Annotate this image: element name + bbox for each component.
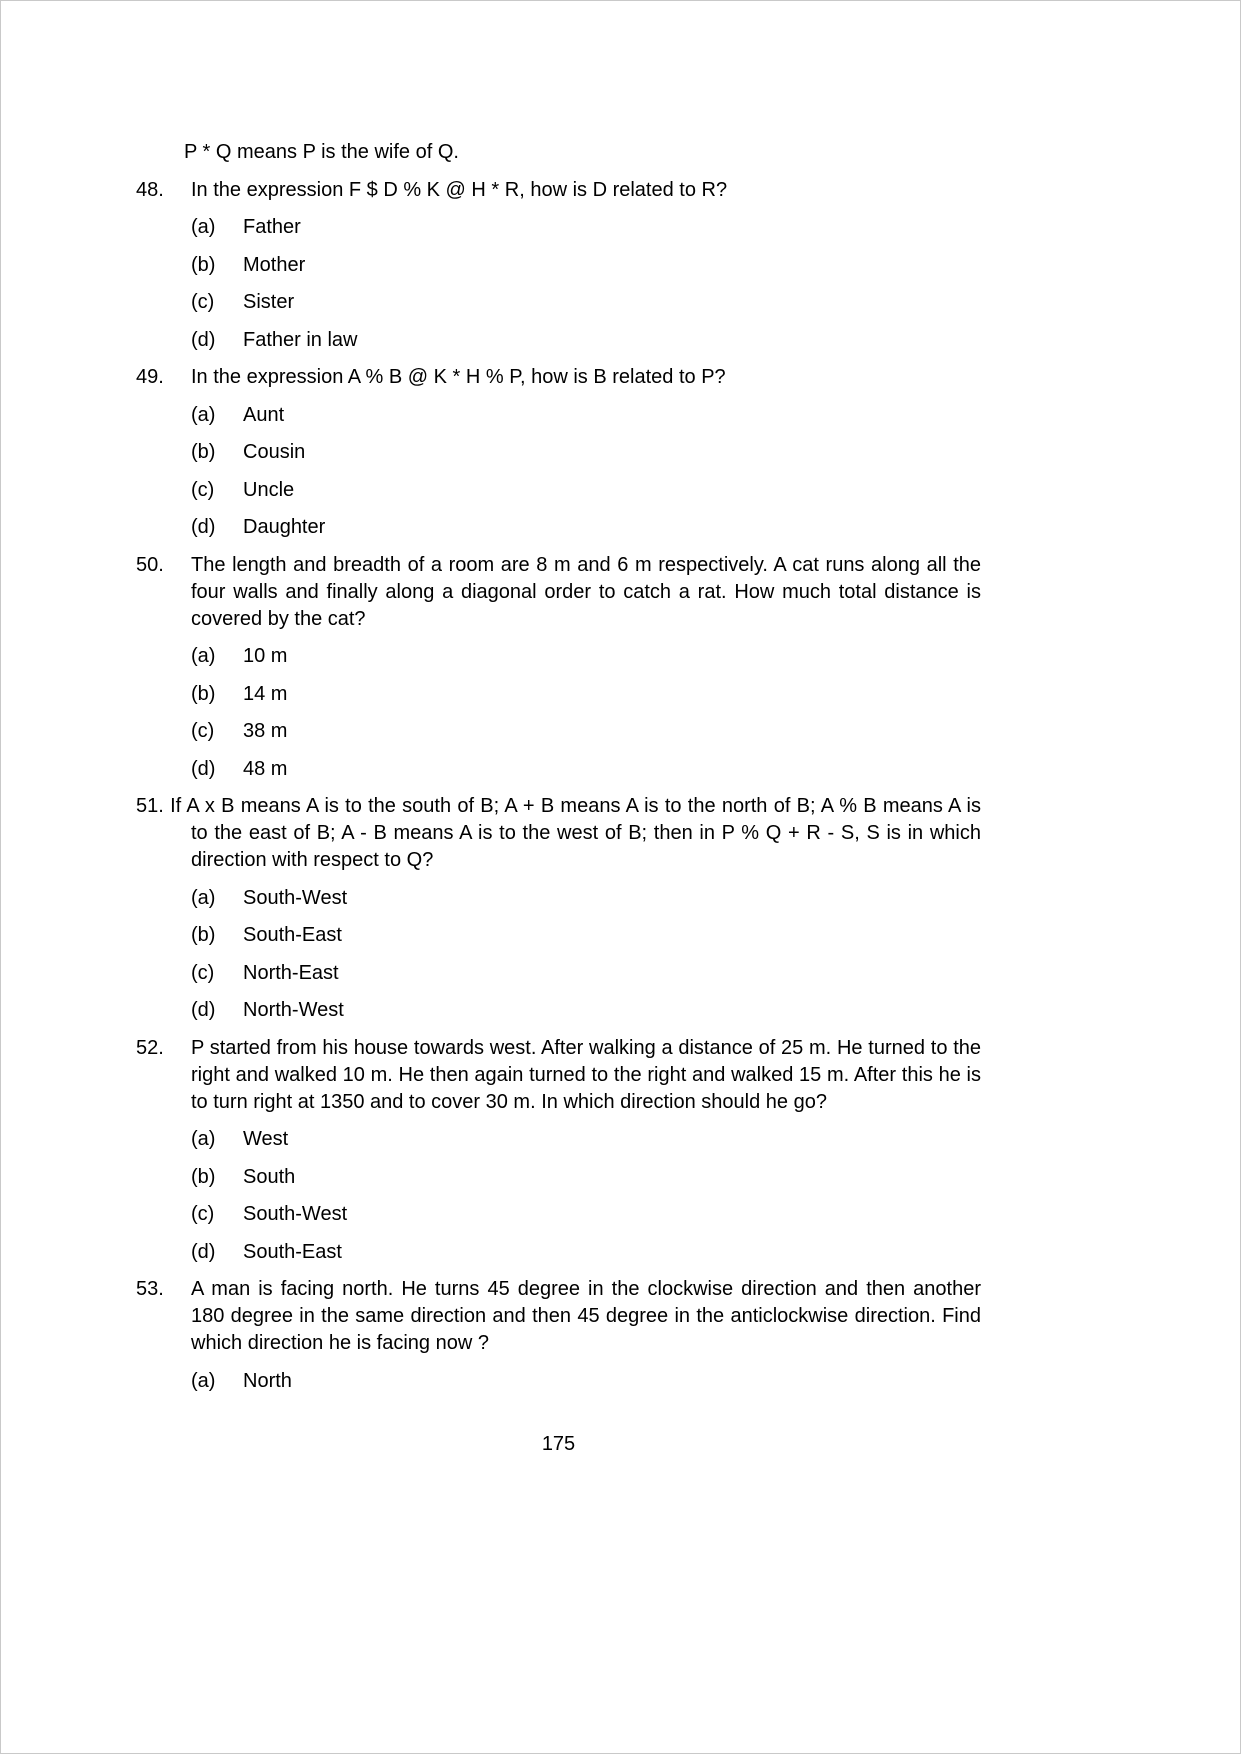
option-label: (b) [191,1165,216,1188]
option-text: Aunt [243,403,285,426]
question-53 [136,1276,981,1395]
option-label: (b) [191,441,216,463]
option-text: South-West [243,886,348,909]
option-text: Cousin [243,441,306,463]
option-text: North-East [243,961,339,984]
option-text: Daughter [243,516,326,538]
option-label: (a) [191,403,216,426]
option [191,643,981,670]
option-text: 38 m [243,720,288,742]
options-list [136,214,981,354]
option-text: South-West [243,1203,348,1225]
option [191,1164,981,1191]
option [191,1126,981,1153]
option [191,885,981,912]
question-number: 52. [136,1036,164,1059]
option [191,252,981,279]
options-list [136,1368,981,1395]
options-list [136,402,981,542]
option [191,439,981,466]
option-label: (c) [191,478,215,501]
option-text: 10 m [243,645,288,667]
option-label: (a) [191,886,216,909]
question-row [136,364,981,391]
question-50 [136,552,981,783]
option [191,1201,981,1228]
options-list [136,1126,981,1266]
option-text: 14 m [243,682,288,705]
question-text: A man is facing north. He turns 45 degree in the clockwise direction and then another 180 degree in the same direction and then 45 degree in the anticlockwise direction. Find which direction he is facing now ? [191,1278,981,1354]
option-text: Uncle [243,478,295,501]
option-text: South-East [243,924,342,946]
question-text: P started from his house towards west. After walking a distance of 25 m. He turned to the right and walked 10 m. He then again turned to the right and walked 15 m. After this he is to turn right at 1350 and to cover 30 m. In which direction should he go? [191,1036,981,1113]
option-text: Father in law [243,328,358,351]
option-text: North-West [243,999,344,1021]
page-number: 175 [541,1433,576,1455]
option [191,1368,981,1395]
option-text: Mother [243,253,306,276]
question-text: In the expression A % B @ K * H % P, how is B related to P? [191,366,726,388]
option-text: South [243,1165,296,1188]
options-list [136,885,981,1025]
page-content [136,139,981,1395]
question-48 [136,177,981,354]
question-text: The length and breadth of a room are 8 m and 6 m respectively. A cat runs along all the four walls and finally along a diagonal order to catch a rat. How much total distance is covered by the cat? [191,553,981,630]
option-text: Father [243,216,301,238]
question-text: In the expression F $ D % K @ H * R, how is D related to R? [191,178,728,201]
option-label: (d) [191,328,216,351]
option-label: (a) [191,645,216,667]
intro-line: P * Q means P is the wife of Q. [184,141,459,163]
option-label: (c) [191,1203,215,1225]
option [191,327,981,354]
option-label: (c) [191,720,215,742]
question-number: 48. [136,178,164,201]
question-number: 51. [136,795,164,817]
option [191,402,981,429]
question-text: If A x B means A is to the south of B; A + B means A is to the north of B; A % B means A is to the east of B; A - B means A is to the west of B; then in P % Q + R - S, S is in which direction with respect to Q? [170,795,982,871]
option [191,960,981,987]
option-label: (b) [191,682,216,705]
question-number: 49. [136,366,164,388]
question-number: 53. [136,1278,164,1300]
option-label: (d) [191,1240,216,1263]
option-label: (b) [191,924,216,946]
question-row [136,1276,981,1357]
option [191,477,981,504]
option [191,289,981,316]
question-row [136,1035,981,1116]
question-51 [136,793,981,1024]
option [191,997,981,1024]
option [191,718,981,745]
option-text: Sister [243,291,295,313]
option-text: 48 m [243,757,288,780]
question-row [136,552,981,633]
option-label: (a) [191,1128,216,1150]
option [191,514,981,541]
option-label: (b) [191,253,216,276]
question-49 [136,364,981,541]
option [191,756,981,783]
question-52 [136,1035,981,1266]
option [191,1239,981,1266]
option [191,681,981,708]
question-row [136,793,981,874]
option-label: (a) [191,216,216,238]
option [191,922,981,949]
option-label: (c) [191,961,215,984]
option [191,214,981,241]
options-list [136,643,981,783]
question-number: 50. [136,553,164,576]
option-text: West [243,1128,289,1150]
option-label: (c) [191,291,215,313]
option-label: (d) [191,999,216,1021]
option-label: (a) [191,1369,216,1392]
option-text: South-East [243,1240,342,1263]
option-text: North [243,1369,292,1392]
question-row [136,177,981,204]
option-label: (d) [191,757,216,780]
option-label: (d) [191,516,216,538]
